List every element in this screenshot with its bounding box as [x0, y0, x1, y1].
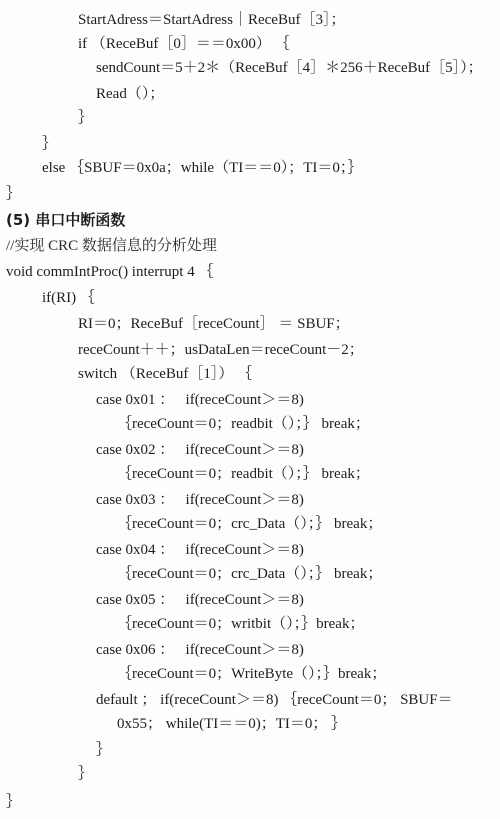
code-line: ｝ — [96, 742, 112, 758]
code-line: ｝ — [78, 766, 94, 782]
code-line: ｝ — [6, 794, 22, 810]
code-line: case 0x06 ： if(receCount＞＝8) — [96, 642, 304, 658]
code-line: ｛receCount＝0；crc_Data（）；｝ break； — [117, 566, 383, 582]
code-line: StartAdress＝StartAdress｜ReceBuf［3］； — [78, 12, 346, 28]
code-line: if(RI) ｛ — [42, 290, 95, 306]
code-comment: //实现 CRC 数据信息的分析处理 — [6, 238, 217, 254]
code-line: sendCount＝5＋2＊（ReceBuf［4］＊256＋ReceBuf［5］）； — [96, 60, 483, 76]
code-line: ｝ — [78, 110, 94, 126]
code-line: ｛receCount＝0；WriteByte（）；｝break； — [117, 666, 387, 682]
code-line: case 0x05 ： if(receCount＞＝8) — [96, 592, 304, 608]
code-line: Read（）； — [96, 86, 165, 102]
section-heading: (5) 串口中断函数 — [6, 211, 126, 229]
code-line: if （ReceBuf［0］＝＝0x00） ｛ — [78, 36, 290, 52]
code-line: case 0x04 ： if(receCount＞＝8) — [96, 542, 304, 558]
code-line: ｝ — [42, 136, 58, 152]
code-line: ｛receCount＝0；readbit（）；｝ break； — [117, 416, 370, 432]
code-line: switch （ReceBuf［1］） ｛ — [78, 366, 253, 382]
code-line: ｛receCount＝0；crc_Data（）；｝ break； — [117, 516, 383, 532]
code-line: else ｛SBUF＝0x0a；while（TI＝＝0）；TI＝0；｝ — [42, 160, 363, 176]
code-line: default ； if(receCount＞＝8) ｛receCount＝0； SBUF＝ — [96, 692, 453, 708]
code-line: receCount＋＋；usDataLen＝receCount－2； — [78, 342, 364, 358]
code-line: case 0x01 ： if(receCount＞＝8) — [96, 392, 304, 408]
code-line: void commIntProc() interrupt 4 ｛ — [6, 264, 214, 280]
code-line: RI＝0；ReceBuf［receCount］ ＝ SBUF； — [78, 316, 350, 332]
code-line: ｛receCount＝0；readbit（）；｝ break； — [117, 466, 370, 482]
code-line: case 0x03 ： if(receCount＞＝8) — [96, 492, 304, 508]
code-line: case 0x02 ： if(receCount＞＝8) — [96, 442, 304, 458]
code-line: ｛receCount＝0；writbit（）；｝break； — [117, 616, 365, 632]
code-line: ｝ — [6, 186, 22, 202]
code-line: 0x55； while(TI＝＝0)；TI＝0； ｝ — [117, 716, 347, 732]
